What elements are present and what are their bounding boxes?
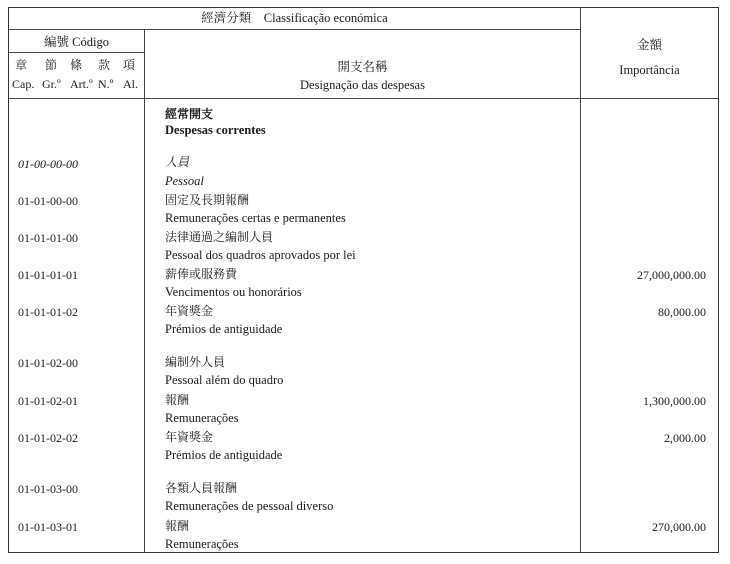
- sub-zh-art: 條: [70, 58, 83, 72]
- row-amount: 2,000.00: [664, 431, 706, 445]
- row-amount: 27,000,000.00: [637, 268, 706, 282]
- row-zh: 各類人員報酬: [165, 481, 238, 495]
- row-zh: 法律通過之編制人員: [165, 230, 274, 244]
- row-zh: 人員: [165, 155, 190, 169]
- row-pt: Remunerações de pessoal diverso: [165, 499, 334, 513]
- row-zh: 報酬: [165, 393, 190, 407]
- classification-zh: 經濟分類: [201, 11, 252, 25]
- row-pt: Prémios de antiguidade: [165, 448, 283, 462]
- col-divider-code: [144, 29, 145, 553]
- designation-pt: Designação das despesas: [300, 78, 425, 92]
- row-zh: 年資獎金: [165, 430, 214, 444]
- sub-pt-n: N.º: [98, 77, 114, 91]
- row-code: 01-00-00-00: [18, 157, 78, 171]
- row-zh: 年資獎金: [165, 304, 214, 318]
- row-code: 01-01-01-02: [18, 305, 78, 319]
- sub-pt-al: Al.: [123, 77, 138, 91]
- col-divider-amount: [580, 7, 581, 553]
- row-code: 01-01-02-00: [18, 356, 78, 370]
- row-pt: Pessoal além do quadro: [165, 373, 284, 387]
- row-pt: Pessoal dos quadros aprovados por lei: [165, 248, 356, 262]
- row-code: 01-01-01-01: [18, 268, 78, 282]
- sub-zh-n: 款: [98, 58, 111, 72]
- row-code: 01-01-03-00: [18, 482, 78, 496]
- row-pt: Remunerações: [165, 411, 239, 425]
- classification-header: [9, 11, 580, 25]
- code-header: [9, 35, 144, 49]
- row-zh: 報酬: [165, 519, 190, 533]
- section-title-zh: 經常開支: [165, 107, 214, 121]
- section-title-pt: Despesas correntes: [165, 123, 266, 137]
- row-code: 01-01-02-02: [18, 431, 78, 445]
- header-rule-1: [9, 29, 581, 30]
- sub-pt-gr: Gr.º: [42, 77, 61, 91]
- row-pt: Vencimentos ou honorários: [165, 285, 302, 299]
- header-rule-bottom: [9, 98, 718, 99]
- row-pt: Pessoal: [165, 174, 204, 188]
- amount-pt: Importância: [619, 63, 680, 77]
- row-code: 01-01-02-01: [18, 394, 78, 408]
- code-pt: Código: [72, 35, 109, 49]
- row-pt: Remunerações certas e permanentes: [165, 211, 346, 225]
- sub-pt-cap: Cap.: [12, 77, 35, 91]
- row-pt: Prémios de antiguidade: [165, 322, 283, 336]
- header-rule-2: [9, 52, 144, 53]
- row-amount: 80,000.00: [658, 305, 706, 319]
- designation-zh: 開支名稱: [337, 60, 388, 74]
- row-zh: 固定及長期報酬: [165, 193, 250, 207]
- sub-pt-art: Art.º: [70, 77, 93, 91]
- classification-pt: Classificação económica: [263, 11, 388, 25]
- row-amount: 270,000.00: [652, 520, 706, 534]
- row-zh: 薪俸或服務費: [165, 267, 238, 281]
- row-pt: Remunerações: [165, 537, 239, 551]
- row-zh: 編制外人員: [165, 355, 226, 369]
- amount-zh: 金額: [636, 38, 662, 52]
- sub-zh-gr: 節: [45, 58, 58, 72]
- row-amount: 1,300,000.00: [643, 394, 706, 408]
- sub-zh-al: 項: [123, 58, 136, 72]
- row-code: 01-01-00-00: [18, 194, 78, 208]
- sub-zh-cap: 章: [15, 58, 28, 72]
- code-zh: 編號: [44, 35, 70, 49]
- row-code: 01-01-03-01: [18, 520, 78, 534]
- row-code: 01-01-01-00: [18, 231, 78, 245]
